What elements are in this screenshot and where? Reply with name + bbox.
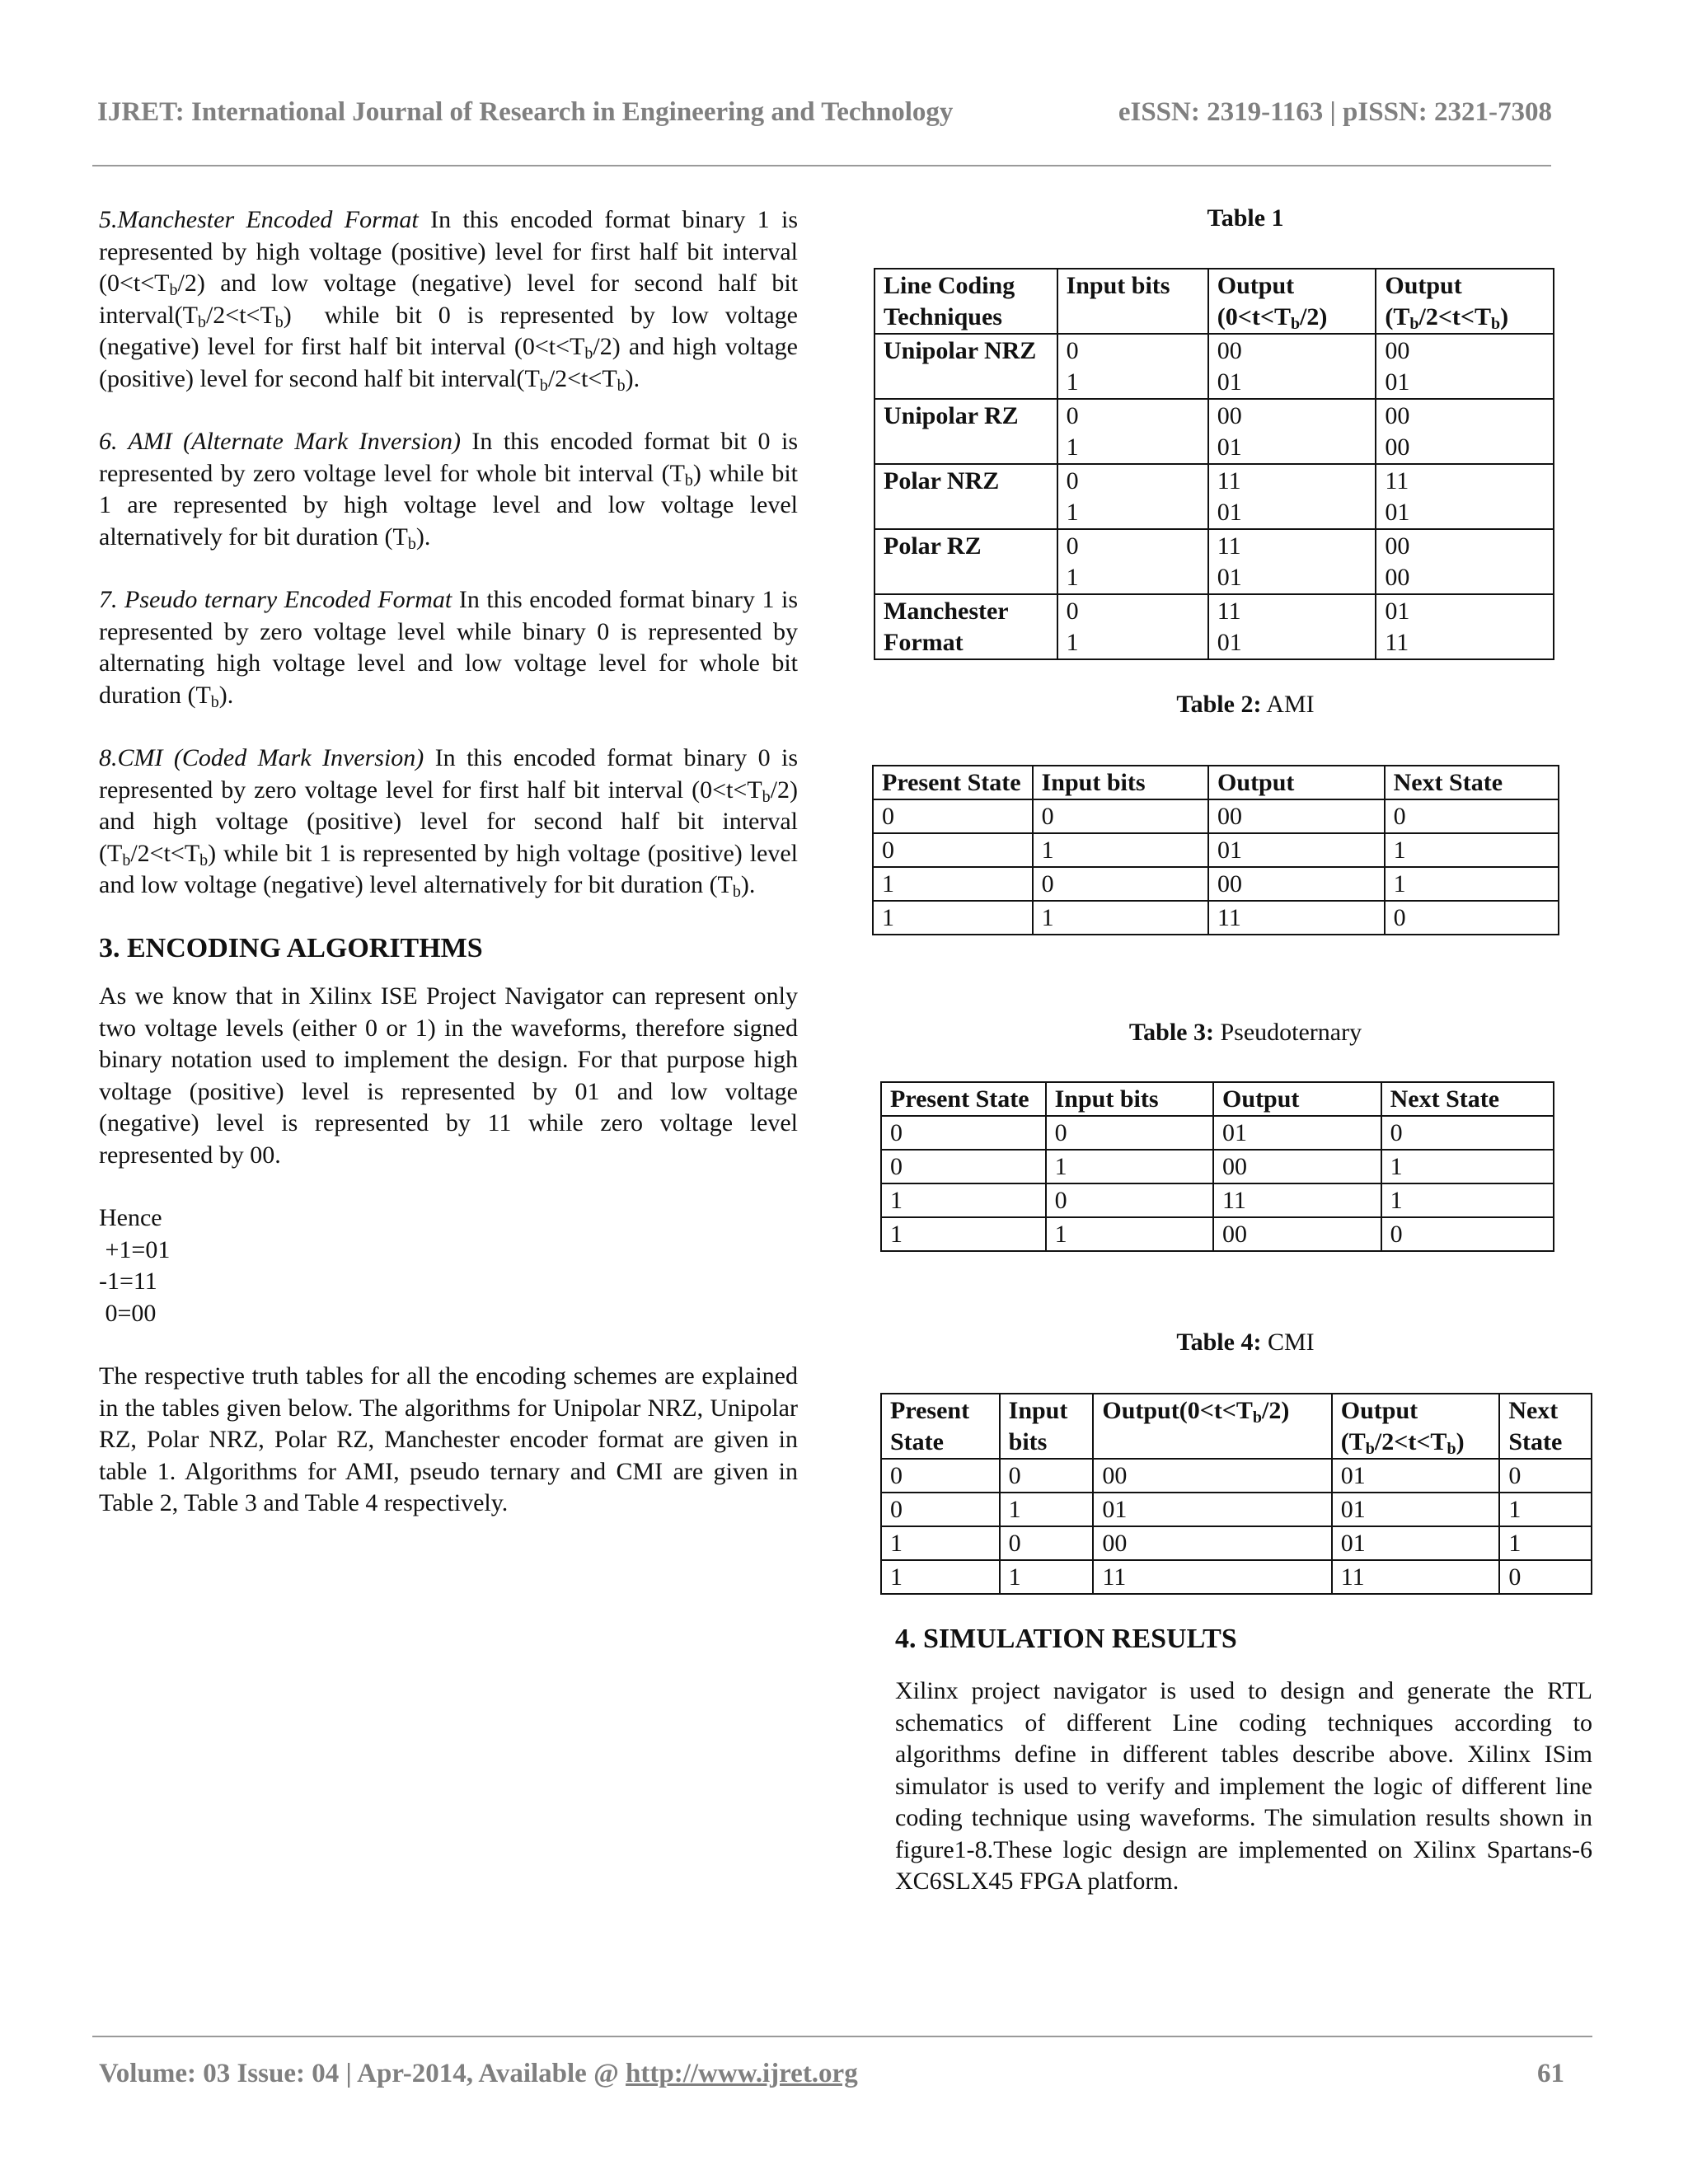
table-cell: 00 [1093,1459,1331,1493]
table-cell-value: 0 [1066,532,1079,560]
table-cell: Unipolar RZ [874,399,1057,464]
para-cmi: 8.CMI (Coded Mark Inversion) In this encoded format binary 0 is represented by zero voltage level for first half bit interval $(0<t<T_b/2)$ and high voltage (positive) level for second half bit interval $(T_b/2<t<T_b)$ while bit 1 is represented by high voltage (positive) level and low voltage (negative) level alternatively for bit duration $(T_b)$. [99,744,798,901]
table3-caption: Table 3: Pseudoternary [1128,1019,1362,1046]
section3-heading: 3. ENCODING ALGORITHMS [99,932,483,963]
table-row [881,1526,1592,1560]
table-cell [1376,399,1554,464]
table-cell: 1 [1385,833,1559,867]
table-cell: 0 [1046,1183,1213,1217]
issn: eISSN: 2319-1163 | pISSN: 2321-7308 [1118,97,1552,127]
para-manchester: 5.Manchester Encoded Format In this encoded format binary 1 is represented by high voltage (positive) level for first half bit interval $(0<t<T_b/2)$ and low voltage (negative) level for second half bit $interval(T_b/2<t<T_b)$ while bit 0 is represented by low voltage (negative) level for first half bit interval $(0<t<T_b/2)$ and high voltage (positive) level for second half bit $interval(T_b/2<t<T_b)$. [99,206,798,395]
table-row [881,1217,1554,1251]
table-cell: 0 [1385,901,1559,935]
table-cell: 1 [1000,1560,1094,1594]
table3-header: Present State [881,1082,1046,1116]
table-cell: 0 [881,1116,1046,1150]
table-cell-value: 11 [1217,598,1241,625]
table-cell [1208,334,1376,399]
table4-body [881,1459,1592,1594]
table-cell: 1 [881,1526,1000,1560]
table-cell-value: 1 [1066,434,1079,461]
para-cmi-title: 8.CMI (Coded Mark Inversion) [99,744,424,771]
table1-header: Output $(T_b/2<t<T_b)$ [1376,269,1554,334]
table2-header: Present State [873,766,1033,799]
table-cell-value: 01 [1217,629,1242,656]
para-pseudoternary-title: 7. Pseudo ternary Encoded Format [99,586,452,613]
table-cell: 00 [1208,867,1385,901]
table-row [873,901,1559,935]
section4-para: Xilinx project navigator is used to design and generate the RTL schematics of different Line coding techniques according to algorithms define in different tables describe above. Xilinx ISim simulator is used to verify and implement the logic of different line coding technique using waveforms. The simulation results shown in figure1-8.These logic design are implemented on Xilinx Spartans-6 XC6SLX45 FPGA platform. [895,1677,1592,1895]
table1 [874,268,1554,660]
table-cell: 00 [1093,1526,1331,1560]
para-ami-title: 6. AMI (Alternate Mark Inversion) [99,428,461,455]
table4-caption: Table 4: CMI [1176,1329,1315,1356]
table-cell-value: 00 [1385,532,1410,560]
table-cell: 11 [1213,1183,1381,1217]
table-cell: 00 [1213,1217,1381,1251]
table-cell: 00 [1208,799,1385,833]
equation-plus: +1=01 [99,1235,171,1263]
table-cell: 0 [1046,1116,1213,1150]
table-cell-value: 00 [1217,402,1242,429]
table-cell: 1 [881,1560,1000,1594]
table-cell [1208,399,1376,464]
table-cell: 0 [873,799,1033,833]
table-cell-value: 11 [1385,467,1409,494]
table-cell-value: 1 [1066,499,1079,526]
table-cell: 1 [1385,867,1559,901]
para-ami: 6. AMI (Alternate Mark Inversion) In this encoded format bit 0 is represented by zero voltage level for whole bit interval $(T_b)$ while bit 1 are represented by high voltage level and low voltage level alternatively for bit duration $(T_b)$. [99,428,798,553]
page-footer [99,2059,1564,2092]
table1-caption-text: Table 1 [1207,204,1284,232]
table-row [881,1493,1592,1526]
journal-link[interactable]: http://www.ijret.org [626,2059,858,2088]
table-cell: 0 [1000,1526,1094,1560]
table1-header-row [874,269,1554,334]
table-cell-value: 00 [1385,434,1410,461]
table-cell-value: 01 [1385,368,1410,396]
table-row [881,1183,1554,1217]
table-cell [1057,334,1208,399]
table4-header: Present State [881,1394,1000,1459]
table-cell: Unipolar NRZ [874,334,1057,399]
table-cell: 1 [873,901,1033,935]
table3-header: Output [1213,1082,1381,1116]
table-row [881,1150,1554,1183]
table-row [881,1116,1554,1150]
table3-body [881,1082,1554,1251]
signed-notation [99,1202,798,1329]
table-cell: 1 [1046,1217,1213,1251]
table-cell [1057,594,1208,659]
table-cell-value: 1 [1066,564,1079,591]
table-row [873,867,1559,901]
equation-minus: -1=11 [99,1268,157,1295]
table-cell: 0 [1499,1459,1592,1493]
table3 [880,1081,1554,1252]
table-cell-value: 11 [1217,532,1241,560]
equation-zero: 0=00 [99,1299,157,1327]
table-cell: 0 [873,833,1033,867]
table-row [874,529,1554,594]
table-cell: Polar RZ [874,529,1057,594]
table-cell-value: 0 [1066,467,1079,494]
table-cell: 11 [1208,901,1385,935]
table1-header: Line Coding Techniques [874,269,1057,334]
table-cell: 0 [1000,1459,1094,1493]
table-cell: 1 [1499,1493,1592,1526]
table-cell-value: 01 [1385,598,1410,625]
table-cell-value: 00 [1385,402,1410,429]
truth-tables-para: The respective truth tables for all the encoding schemes are explained in the tables given below. The algorithms for Unipolar NRZ, Unipolar RZ, Polar NRZ, Polar RZ, Manchester encoder format are given in table 1. Algorithms for AMI, pseudo ternary and CMI are given in Table 2, Table 3 and Table 4 respectively. [99,1362,798,1516]
table4-header-row [881,1394,1592,1459]
table-cell: 1 [881,1217,1046,1251]
left-column [99,204,798,1551]
table4-header: Next State [1499,1394,1592,1459]
table-row [881,1459,1592,1493]
table-cell: 1 [1000,1493,1094,1526]
table-cell-value: 0 [1066,402,1079,429]
table4-header: Output $(T_b/2<t<T_b)$ [1332,1394,1500,1459]
footer-divider [92,2036,1592,2037]
table-row [873,799,1559,833]
table-cell [1376,334,1554,399]
table2-header-row [873,766,1559,799]
table-cell-value: 11 [1217,467,1241,494]
table-cell-value: 01 [1217,564,1242,591]
table-cell: 1 [1033,901,1208,935]
table-cell: 0 [881,1459,1000,1493]
table-cell-value: 01 [1385,499,1410,526]
section3-para: As we know that in Xilinx ISE Project Navigator can represent only two voltage levels (either 0 or 1) in the waveforms, therefore signed binary notation used to implement the design. For that purpose high voltage (positive) level is represented by 01 and low voltage (negative) level is represented by 11 while zero voltage level represented by 00. [99,982,798,1169]
table-cell-value: 1 [1066,368,1079,396]
page-number: 61 [1537,2059,1564,2088]
table-cell: 01 [1332,1493,1500,1526]
table1-body [874,334,1554,659]
table-row [873,833,1559,867]
table1-caption [872,204,1619,232]
table-cell-value: 00 [1217,337,1242,364]
table-cell [1208,464,1376,529]
table-cell [1057,529,1208,594]
table-cell: 0 [1385,799,1559,833]
table-cell: 0 [881,1150,1046,1183]
table-cell: 1 [1033,833,1208,867]
table-cell [1057,464,1208,529]
table-cell: 1 [1046,1150,1213,1183]
table2-header: Next State [1385,766,1559,799]
table-row [874,594,1554,659]
table-cell: 11 [1332,1560,1500,1594]
table-cell-value: 1 [1066,629,1079,656]
table2-caption: Table 2: AMI [1176,691,1315,718]
table-cell-value: 00 [1385,564,1410,591]
table-cell-value: 0 [1066,337,1079,364]
table-cell: 0 [1499,1560,1592,1594]
table-cell [1376,464,1554,529]
table-cell-value: 11 [1385,629,1409,656]
table-cell: 01 [1213,1116,1381,1150]
table-cell [1208,529,1376,594]
table-cell: Manchester Format [874,594,1057,659]
table-cell: 0 [881,1493,1000,1526]
table-cell: 01 [1208,833,1385,867]
table-cell [1376,594,1554,659]
table-cell-value: 0 [1066,598,1079,625]
table3-header-row [881,1082,1554,1116]
table-cell: 01 [1093,1493,1331,1526]
table2-header: Input bits [1033,766,1208,799]
table1-header: Input bits [1057,269,1208,334]
table-cell-value: 01 [1217,499,1242,526]
table3-header: Input bits [1046,1082,1213,1116]
table4-header: Input bits [1000,1394,1094,1459]
table-cell: 1 [881,1183,1046,1217]
hence-label: Hence [99,1204,162,1231]
table-cell-value: 01 [1217,434,1242,461]
table-cell-value: 00 [1385,337,1410,364]
table-cell: 00 [1213,1150,1381,1183]
table-cell: 1 [1381,1150,1554,1183]
table-cell: 01 [1332,1526,1500,1560]
table-cell [1376,529,1554,594]
table-cell: 11 [1093,1560,1331,1594]
footer-volume: Volume: 03 Issue: 04 | Apr-2014, Available @ http://www.ijret.org [99,2059,858,2088]
table-cell: Polar NRZ [874,464,1057,529]
table-row [874,399,1554,464]
table-cell: 01 [1332,1459,1500,1493]
para-pseudoternary: 7. Pseudo ternary Encoded Format In this encoded format binary 1 is represented by zero voltage level while binary 0 is represented by alternating high voltage level and low voltage level for whole bit duration $(T_b)$. [99,586,798,711]
table2 [872,765,1559,935]
header-divider [92,165,1551,166]
table-cell: 1 [873,867,1033,901]
table-row [874,334,1554,399]
table-row [874,464,1554,529]
section4-heading: 4. SIMULATION RESULTS [895,1624,1237,1654]
table-cell: 0 [1381,1116,1554,1150]
table2-header: Output [1208,766,1385,799]
page-header [97,97,1552,130]
table-cell-value: 01 [1217,368,1242,396]
table-cell [1208,594,1376,659]
para-manchester-title: 5.Manchester Encoded Format [99,206,419,233]
table-cell: 0 [1381,1217,1554,1251]
table2-body [873,766,1559,935]
table3-header: Next State [1381,1082,1554,1116]
table1-header: Output $(0<t<T_b/2)$ [1208,269,1376,334]
table-cell: 0 [1033,799,1208,833]
table-cell: 1 [1499,1526,1592,1560]
table-cell: 0 [1033,867,1208,901]
table-cell [1057,399,1208,464]
table-row [881,1560,1592,1594]
table4 [880,1393,1592,1595]
table4-header: $Output(0<t<T_b/2)$ [1093,1394,1331,1459]
journal-title: IJRET: International Journal of Research in Engineering and Technology [97,97,954,127]
table-cell: 1 [1381,1183,1554,1217]
